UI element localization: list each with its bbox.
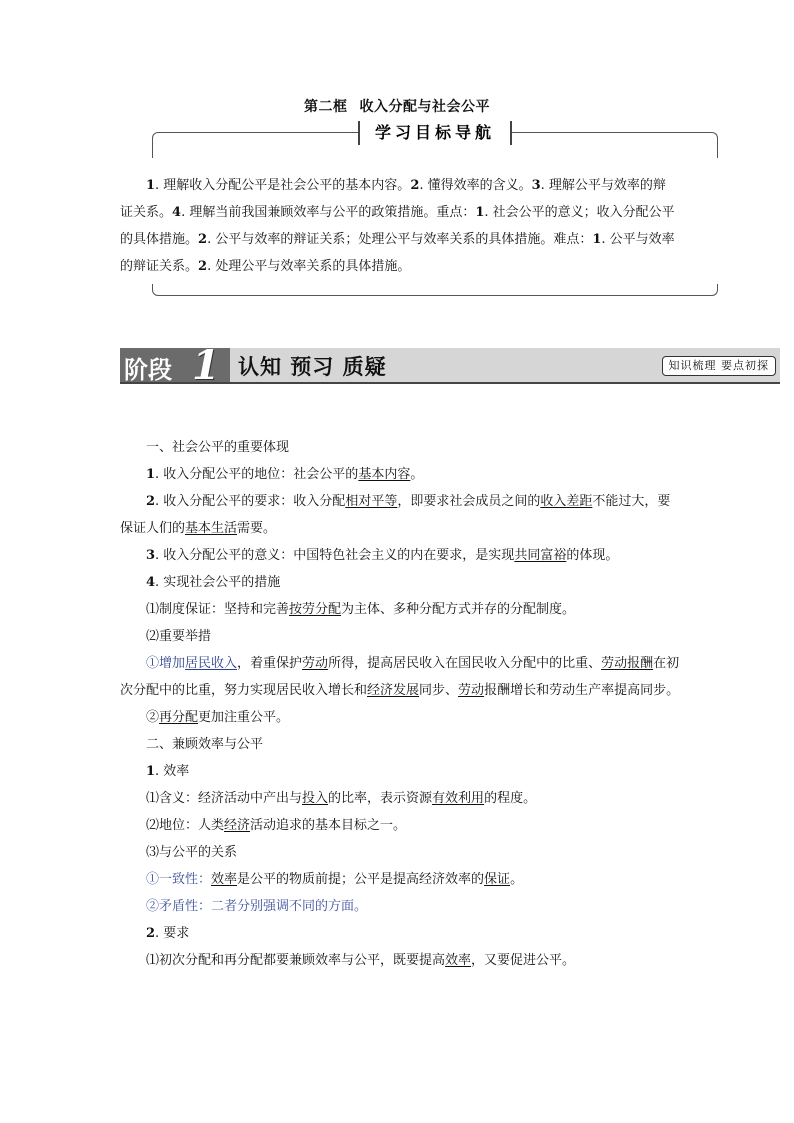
- underlined-term: 收入差距: [540, 494, 593, 509]
- item-number: 1: [146, 764, 156, 779]
- text-run: 所得，提高居民收入在国民收入分配中的比重、: [328, 656, 602, 671]
- content-paragraph: [120, 569, 680, 596]
- lesson-number: 第二框: [304, 99, 348, 115]
- text-run: 更加注重公平。: [198, 710, 290, 725]
- text-run: ②矛盾性：二者分别强调不同的方面。: [146, 899, 368, 914]
- text-run: 。: [510, 872, 524, 887]
- text-run: . 收入分配公平的意义：中国特色社会主义的内在要求，是实现: [155, 548, 515, 563]
- content-paragraph: [120, 704, 680, 731]
- underlined-term: 劳动: [458, 683, 485, 698]
- stage-label: 阶段: [124, 356, 172, 384]
- text-run: 为主体、多种分配方式并存的分配制度。: [341, 602, 576, 617]
- item-number: 2: [198, 259, 208, 274]
- content-paragraph: [120, 542, 680, 569]
- text-run: ⑵重要举措: [146, 629, 212, 644]
- page-title: [0, 96, 794, 116]
- text-run: . 公平与效率的辩证关系；处理公平与效率关系的具体措施。难点：: [207, 232, 593, 247]
- content-paragraph: [120, 839, 680, 866]
- stage-badge: 知识梳理 要点初探: [662, 356, 777, 376]
- stage-header: [120, 342, 780, 389]
- text-run: . 理解当前我国兼顾效率与公平的政策措施。重点：: [181, 205, 476, 220]
- item-number: 4: [172, 205, 182, 220]
- underlined-term: 劳动报酬: [601, 656, 654, 671]
- content-paragraph: [120, 893, 680, 920]
- item-number: 3: [146, 548, 156, 563]
- text-run: 二、兼顾效率与公平: [146, 737, 264, 752]
- text-run: ②: [146, 710, 160, 725]
- text-run: 同步、: [419, 683, 459, 698]
- learning-goals-text: [120, 172, 676, 280]
- text-run: ①增加: [146, 656, 186, 671]
- underlined-term: 劳动: [302, 656, 329, 671]
- learning-goals-label: 学习目标导航: [358, 121, 512, 145]
- item-number: 2: [146, 494, 156, 509]
- text-run: 一、社会公平的重要体现: [146, 440, 290, 455]
- underlined-term: 相对平等: [345, 494, 398, 509]
- underlined-term: 效率: [211, 872, 238, 887]
- content-paragraph: [120, 488, 680, 542]
- text-run: ⑴初次分配和再分配都要兼顾效率与公平，既要提高: [146, 953, 446, 968]
- stage-title: 认知 预习 质疑: [238, 354, 387, 379]
- text-run: 的程度。: [484, 791, 537, 806]
- text-run: ，即要求社会成员之间的: [397, 494, 541, 509]
- underlined-term: 保证: [484, 872, 511, 887]
- text-run: ⑴含义：经济活动中产出与: [146, 791, 303, 806]
- text-run: . 要求: [155, 926, 190, 941]
- text-run: ⑴制度保证：坚持和完善: [146, 602, 290, 617]
- underlined-term: 基本生活: [185, 521, 238, 536]
- item-number: 2: [410, 178, 420, 193]
- item-number: 1: [146, 467, 156, 482]
- item-number: 1: [475, 205, 485, 220]
- text-run: . 理解收入分配公平是社会公平的基本内容。: [155, 178, 411, 193]
- content-paragraph: [120, 812, 680, 839]
- text-run: ①一致性：: [146, 872, 212, 887]
- underlined-term: 效率: [445, 953, 472, 968]
- content-paragraph: [120, 623, 680, 650]
- text-run: . 懂得效率的含义。: [419, 178, 532, 193]
- lesson-content: [120, 434, 680, 974]
- text-run: . 公平与效率的辩证关系。: [120, 232, 675, 274]
- underlined-term: 共同富裕: [514, 548, 567, 563]
- text-run: 的体现。: [566, 548, 619, 563]
- text-run: 不能过大，要保证人们的: [120, 494, 671, 536]
- item-number: 2: [146, 926, 156, 941]
- text-run: . 效率: [155, 764, 190, 779]
- item-number: 2: [198, 232, 208, 247]
- content-paragraph: [120, 785, 680, 812]
- item-number: 3: [531, 178, 541, 193]
- text-run: 需要。: [237, 521, 277, 536]
- content-paragraph: [120, 758, 680, 785]
- item-number: 1: [146, 178, 156, 193]
- content-paragraph: [120, 596, 680, 623]
- text-run: . 社会公平的意义；收入分配公平的具体措施。: [120, 205, 675, 247]
- text-run: ，又要促进公平。: [471, 953, 576, 968]
- text-run: 报酬增长和劳动生产率提高同步。: [484, 683, 680, 698]
- item-number: 4: [146, 575, 156, 590]
- text-run: . 实现社会公平的措施: [155, 575, 281, 590]
- lesson-title: 收入分配与社会公平: [359, 99, 490, 115]
- stage-number: 1: [192, 342, 220, 389]
- content-paragraph: [120, 434, 680, 461]
- underlined-term: 按劳分配: [289, 602, 342, 617]
- text-run: . 收入分配公平的地位：社会公平的: [155, 467, 359, 482]
- text-run: 是公平的物质前提；公平是提高经济效率的: [237, 872, 485, 887]
- text-run: 。: [410, 467, 424, 482]
- content-paragraph: [120, 650, 680, 704]
- goals-frame-top: [152, 123, 718, 158]
- stage-block: [120, 342, 230, 389]
- content-paragraph: [120, 920, 680, 947]
- underlined-term: 基本内容: [358, 467, 411, 482]
- underlined-term: 居民收入: [185, 656, 238, 671]
- text-run: . 理解公平与效率的辩证关系。: [120, 178, 666, 220]
- text-run: 活动追求的基本目标之一。: [250, 818, 407, 833]
- underlined-term: 投入: [302, 791, 329, 806]
- underlined-term: 有效利用: [432, 791, 485, 806]
- content-paragraph: [120, 947, 680, 974]
- text-run: ⑵地位：人类: [146, 818, 225, 833]
- text-run: ⑶与公平的关系: [146, 845, 238, 860]
- text-run: . 处理公平与效率关系的具体措施。: [207, 259, 411, 274]
- content-paragraph: [120, 731, 680, 758]
- text-run: ，着重保护: [237, 656, 303, 671]
- underlined-term: 经济发展: [367, 683, 420, 698]
- goals-frame-bottom: [152, 284, 718, 296]
- text-run: 在初次分配中的比重，努力实现居民收入增长和: [120, 656, 680, 698]
- item-number: 1: [592, 232, 602, 247]
- underlined-term: 经济: [224, 818, 251, 833]
- text-run: 的比率，表示资源: [328, 791, 433, 806]
- text-run: . 收入分配公平的要求：收入分配: [155, 494, 346, 509]
- content-paragraph: [120, 461, 680, 488]
- underlined-term: 再分配: [159, 710, 199, 725]
- content-paragraph: [120, 866, 680, 893]
